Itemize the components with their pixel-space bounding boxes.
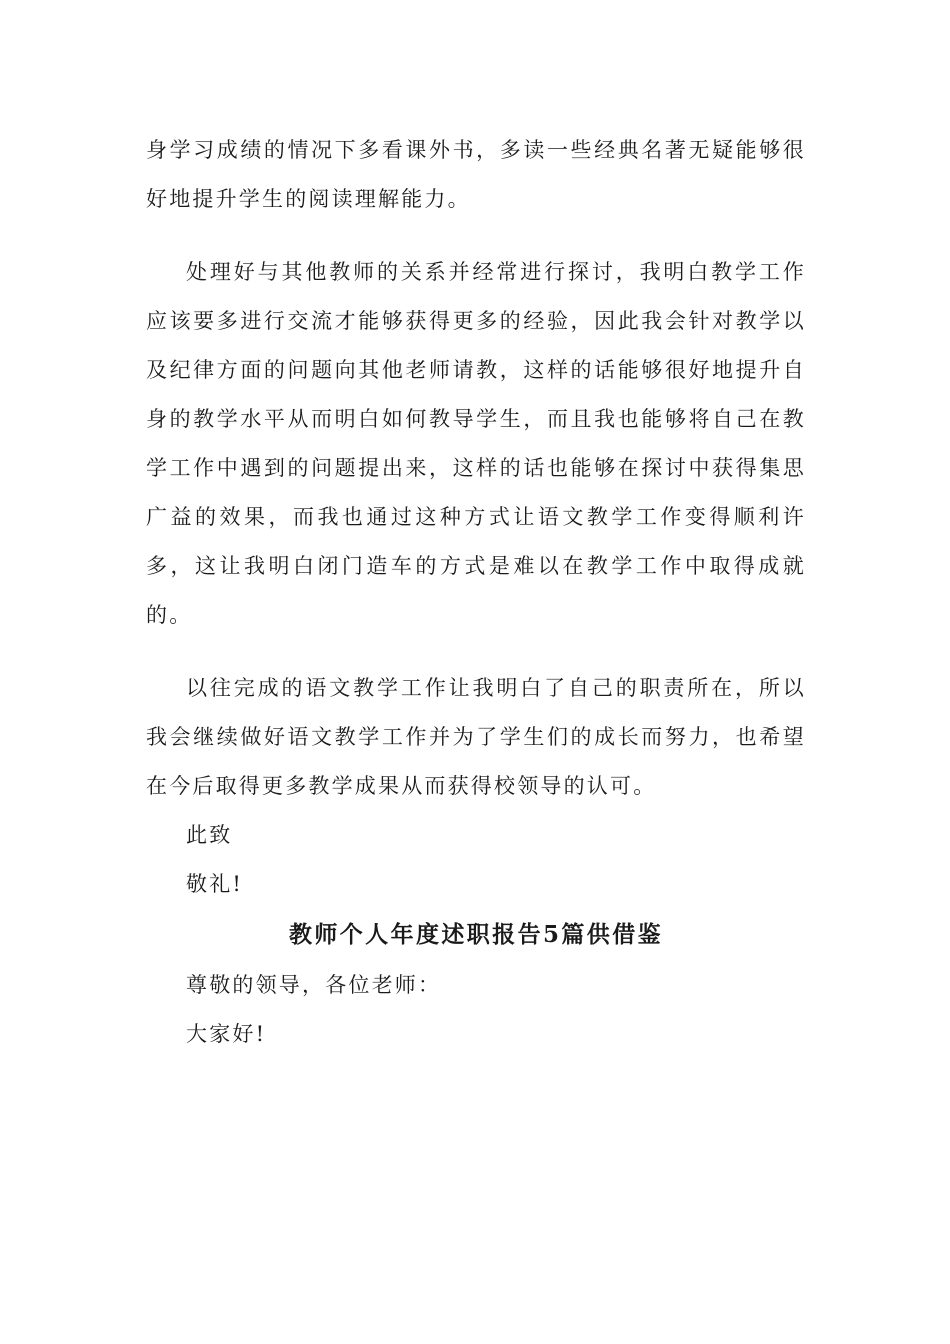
greeting: 大家好! <box>186 1022 267 1046</box>
document-title: 教师个人年度述职报告5篇供借鉴 <box>288 921 663 948</box>
document-page <box>146 126 806 1059</box>
salutation: 尊敬的领导，各位老师： <box>186 973 442 997</box>
paragraph-1: 身学习成绩的情况下多看课外书，多读一些经典名著无疑能够很好地提升学生的阅读理解能力。 <box>146 138 806 211</box>
closing-line-2: 敬礼! <box>186 872 244 896</box>
paragraph-3: 以往完成的语文教学工作让我明白了自己的职责所在，所以我会继续做好语文教学工作并为了学生们的成长而努力，也希望在今后取得更多教学成果从而获得校领导的认可。 <box>146 676 806 798</box>
closing-line-1: 此致 <box>186 823 233 847</box>
paragraph-2: 处理好与其他教师的关系并经常进行探讨，我明白教学工作应该要多进行交流才能够获得更多的经验，因此我会针对教学以及纪律方面的问题向其他老师请教，这样的话能够很好地提升自身的教学水平从而明白如何教导学生，而且我也能够将自己在教学工作中遇到的问题提出来，这样的话也能够在探讨中获得集思广益的效果，而我也通过这种方式让语文教学工作变得顺利许多，这让我明白闭门造车的方式是难以在教学工作中取得成就的。 <box>146 260 806 627</box>
